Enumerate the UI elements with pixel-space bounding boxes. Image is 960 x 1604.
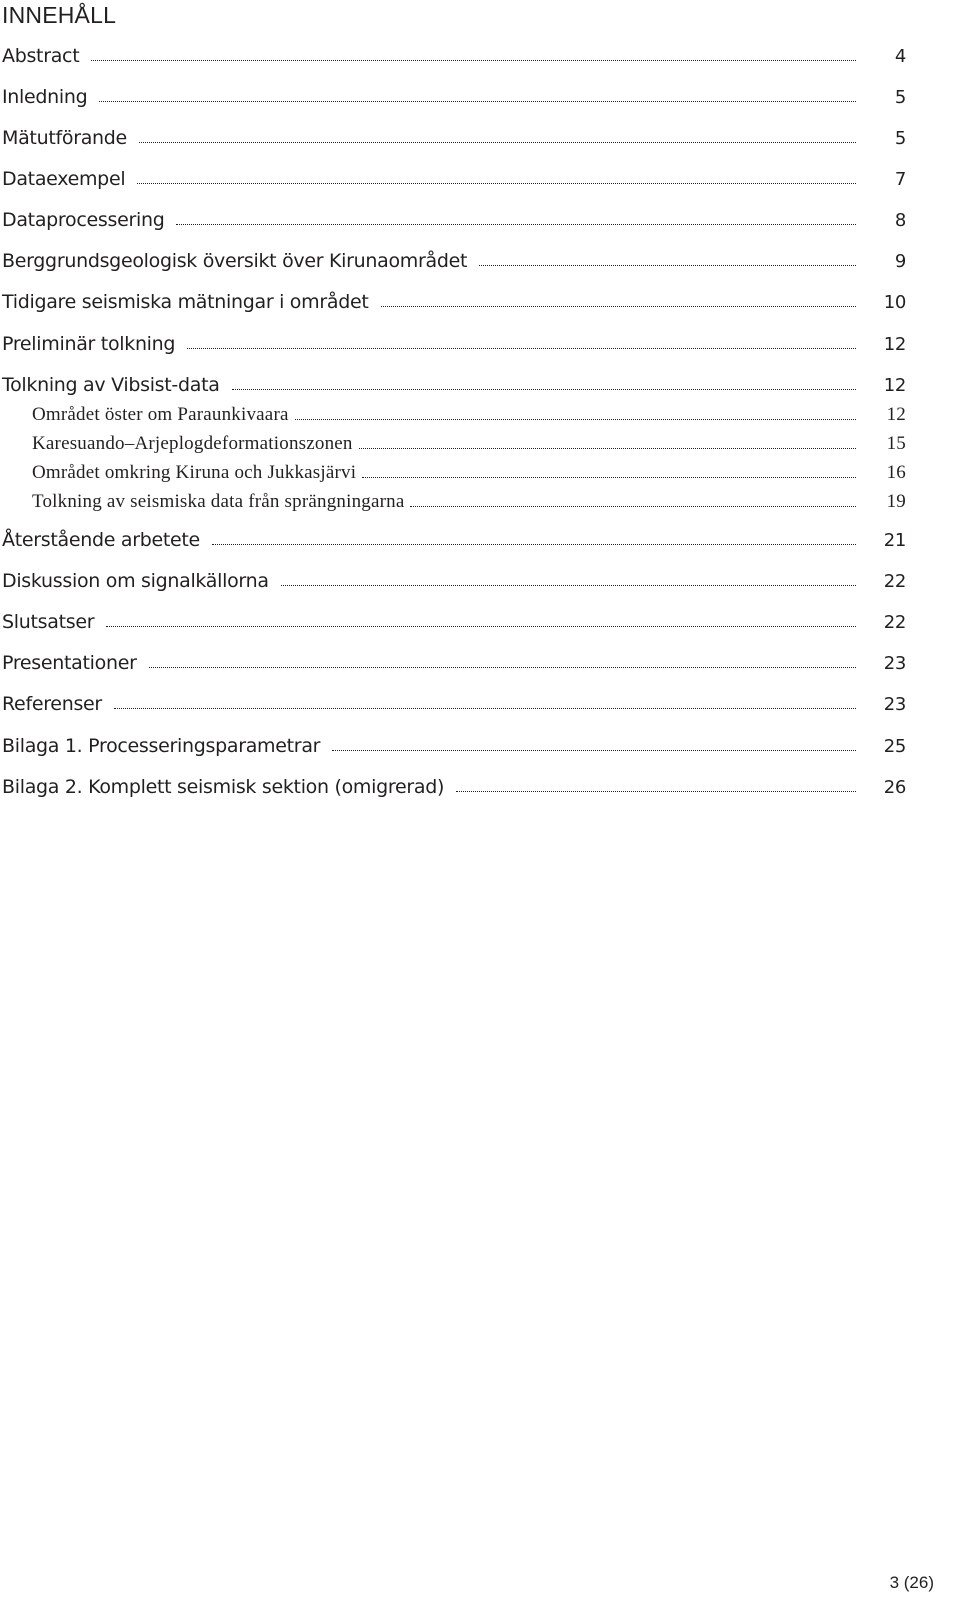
toc-entry-referenser[interactable]: [2, 693, 906, 715]
dot-leader: [362, 477, 856, 478]
toc-entry-label: Tidigare seismiska mätningar i området: [2, 291, 369, 313]
toc-entry-berggrundsgeologisk-oversikt[interactable]: [2, 250, 906, 272]
toc-entry-page: 15: [886, 433, 906, 454]
toc-entry-tidigare-seismiska-matningar[interactable]: [2, 291, 906, 313]
dot-leader: [232, 389, 856, 390]
toc-entry-label: Slutsatser: [2, 611, 95, 633]
toc-entry-matutforande[interactable]: [2, 127, 906, 149]
toc-entry-label: Dataexempel: [2, 168, 126, 190]
toc-entry-label: Tolkning av seismiska data från sprängningarna: [32, 491, 405, 512]
toc-entry-label: Området öster om Paraunkivaara: [32, 404, 289, 425]
toc-entry-page: 21: [883, 530, 906, 551]
dot-leader: [479, 265, 856, 266]
toc-entry-label: Bilaga 1. Processeringsparametrar: [2, 735, 321, 757]
toc-title: INNEHÅLL: [2, 2, 117, 28]
toc-entry-page: 10: [883, 292, 906, 313]
toc-entry-page: 23: [883, 694, 906, 715]
toc-entry-page: 19: [886, 491, 906, 512]
toc-entry-page: 5: [894, 87, 906, 108]
dot-leader: [295, 419, 856, 420]
toc-entry-label: Återstående arbetete: [2, 529, 200, 551]
toc-entry-slutsatser[interactable]: [2, 611, 906, 633]
toc-entry-label: Abstract: [2, 45, 80, 67]
toc-entry-label: Presentationer: [2, 652, 137, 674]
page-number: 3 (26): [889, 1573, 934, 1592]
dot-leader: [381, 306, 857, 307]
toc-entry-label: Diskussion om signalkällorna: [2, 570, 269, 592]
dot-leader: [99, 101, 856, 102]
dot-leader: [456, 791, 856, 792]
toc-subentry-paraunkivaara[interactable]: [32, 404, 906, 426]
dot-leader: [91, 60, 856, 61]
dot-leader: [139, 142, 856, 143]
toc-entry-page: 12: [886, 404, 906, 425]
toc-entry-page: 25: [883, 736, 906, 757]
toc-subentry-sprangningarna[interactable]: [32, 491, 906, 513]
dot-leader: [187, 348, 856, 349]
toc-entry-page: 23: [883, 653, 906, 674]
toc-entry-bilaga-2[interactable]: [2, 776, 906, 798]
dot-leader: [359, 448, 856, 449]
toc-subentry-karesuando-arjeplog[interactable]: [32, 433, 906, 455]
toc-entry-tolkning-vibsist[interactable]: [2, 374, 906, 396]
toc-entry-page: 7: [894, 169, 906, 190]
toc-entry-label: Dataprocessering: [2, 209, 165, 231]
toc-entry-page: 5: [894, 128, 906, 149]
dot-leader: [137, 183, 856, 184]
dot-leader: [114, 708, 856, 709]
toc-entry-label: Området omkring Kiruna och Jukkasjärvi: [32, 462, 357, 483]
toc-entry-abstract[interactable]: [2, 45, 906, 67]
toc-entry-page: 12: [883, 375, 906, 396]
toc-entry-bilaga-1[interactable]: [2, 735, 906, 757]
toc-entry-page: 26: [883, 777, 906, 798]
toc-entry-dataprocessering[interactable]: [2, 209, 906, 231]
dot-leader: [149, 667, 856, 668]
toc-entry-label: Bilaga 2. Komplett seismisk sektion (omigrerad): [2, 776, 445, 798]
toc-entry-page: 8: [894, 210, 906, 231]
toc-entry-preliminar-tolkning[interactable]: [2, 333, 906, 355]
toc-entry-page: 22: [883, 612, 906, 633]
toc-entry-page: 16: [886, 462, 906, 483]
toc-entry-aterstaende-arbetete[interactable]: [2, 529, 906, 551]
toc-entry-diskussion-signalkallorna[interactable]: [2, 570, 906, 592]
toc-entry-label: Karesuando–Arjeplogdeformationszonen: [32, 433, 353, 454]
dot-leader: [332, 750, 856, 751]
toc-entry-label: Referenser: [2, 693, 102, 715]
toc-entry-page: 12: [883, 334, 906, 355]
toc-entry-label: Tolkning av Vibsist-data: [2, 374, 220, 396]
toc-entry-page: 4: [894, 46, 906, 67]
toc-entry-inledning[interactable]: [2, 86, 906, 108]
dot-leader: [410, 506, 856, 507]
toc-entry-presentationer[interactable]: [2, 652, 906, 674]
dot-leader: [176, 224, 856, 225]
toc-subentry-kiruna-jukkasjarvi[interactable]: [32, 462, 906, 484]
toc-entry-label: Berggrundsgeologisk översikt över Kirunaområdet: [2, 250, 468, 272]
toc-entry-page: 22: [883, 571, 906, 592]
toc-entry-label: Preliminär tolkning: [2, 333, 176, 355]
toc-entry-dataexempel[interactable]: [2, 168, 906, 190]
toc-entry-page: 9: [894, 251, 906, 272]
dot-leader: [281, 585, 856, 586]
toc-entry-label: Inledning: [2, 86, 88, 108]
dot-leader: [212, 544, 856, 545]
toc-entry-label: Mätutförande: [2, 127, 127, 149]
dot-leader: [106, 626, 856, 627]
